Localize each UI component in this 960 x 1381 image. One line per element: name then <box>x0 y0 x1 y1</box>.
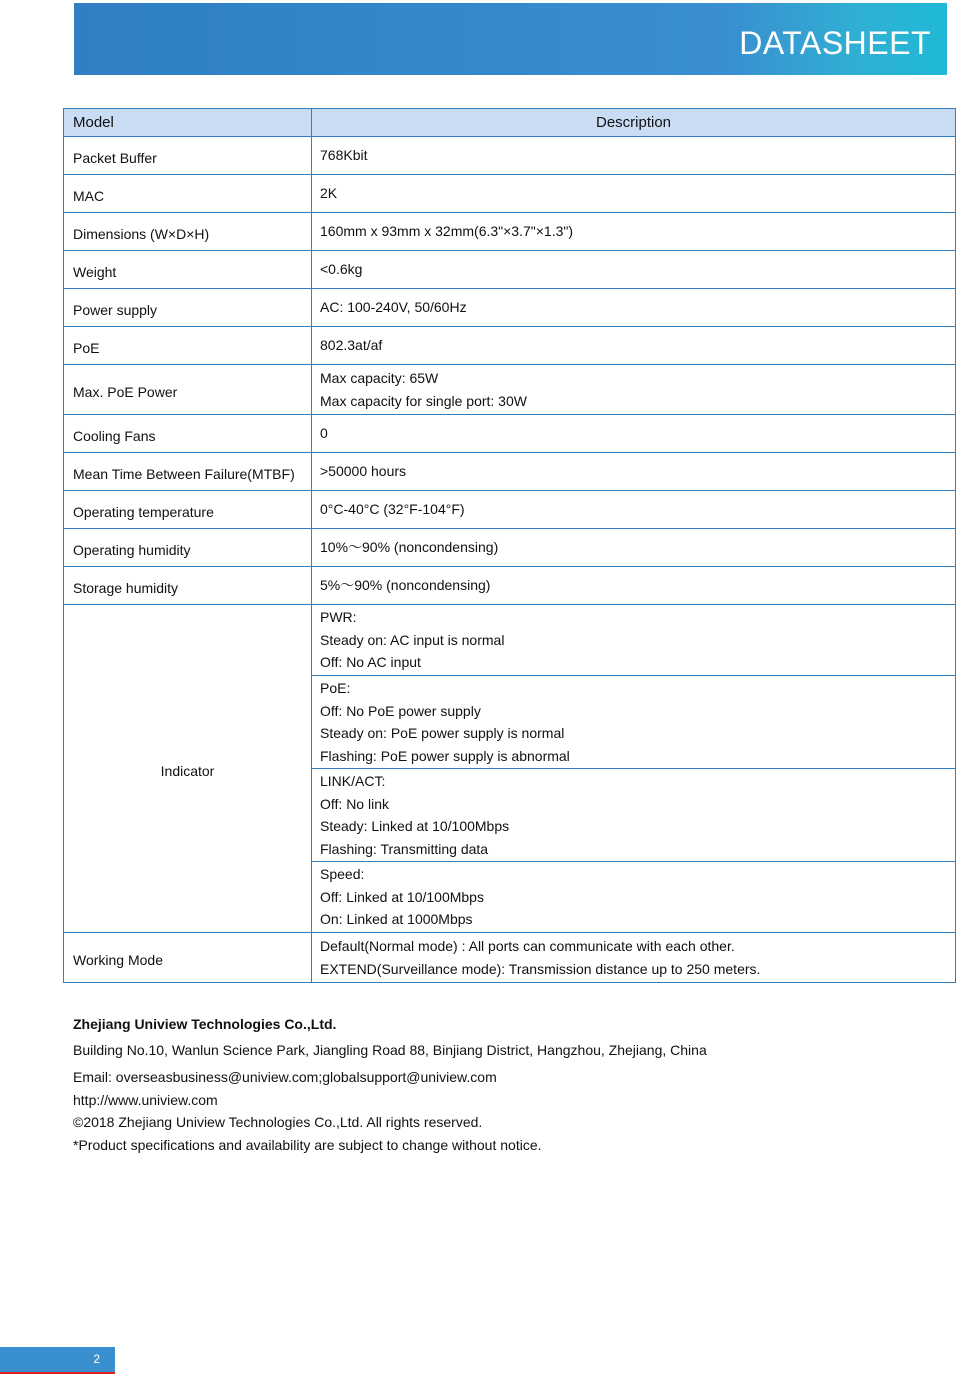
row-label: Operating humidity <box>64 529 312 567</box>
value-line: Flashing: Transmitting data <box>320 840 489 857</box>
value-line: 160mm x 93mm x 32mm(6.3"×3.7"×1.3") <box>320 223 574 240</box>
row-label: Packet Buffer <box>64 137 312 175</box>
row-value <box>312 137 956 175</box>
value-line: 0°C-40°C (32°F-104°F) <box>320 501 465 518</box>
spec-table <box>63 108 956 983</box>
value-line: 802.3at/af <box>320 337 383 354</box>
row-value <box>312 365 956 415</box>
value-line: Steady: Linked at 10/100Mbps <box>320 818 510 834</box>
indicator-group <box>312 769 956 862</box>
value-line: Off: No PoE power supply <box>320 702 481 719</box>
table-row <box>64 529 956 567</box>
value-line: Default(Normal mode) : All ports can communicate with each other. <box>320 938 735 954</box>
table-row <box>64 933 956 983</box>
row-value <box>312 289 956 327</box>
row-label: Cooling Fans <box>64 415 312 453</box>
row-label: Power supply <box>64 289 312 327</box>
contact-email: Email: overseasbusiness@uniview.com;globalsupport@uniview.com <box>73 1069 497 1085</box>
value-line: On: Linked at 1000Mbps <box>320 911 473 928</box>
value-line: Flashing: PoE power supply is abnormal <box>320 747 570 764</box>
value-line: AC: 100-240V, 50/60Hz <box>320 299 467 316</box>
disclaimer-notice: *Product specifications and availability are subject to change without notice. <box>73 1136 542 1153</box>
value-line: Off: No AC input <box>320 654 421 671</box>
row-label: PoE <box>64 327 312 365</box>
row-value <box>312 567 956 605</box>
page-number-marker <box>0 1347 115 1374</box>
value-line: Max capacity for single port: 30W <box>320 392 527 409</box>
table-row <box>64 365 956 415</box>
indicator-group <box>312 676 956 769</box>
table-row <box>64 327 956 365</box>
value-line: 2K <box>320 185 338 202</box>
row-label: Mean Time Between Failure(MTBF) <box>64 453 312 491</box>
column-header-model: Model <box>64 109 312 137</box>
row-label: Dimensions (W×D×H) <box>64 213 312 251</box>
table-row <box>64 175 956 213</box>
row-value <box>312 175 956 213</box>
row-value <box>312 529 956 567</box>
table-row <box>64 137 956 175</box>
website-url: http://www.uniview.com <box>73 1091 218 1108</box>
company-footer <box>73 1016 893 1156</box>
page-number: 2 <box>93 1352 100 1366</box>
row-value <box>312 415 956 453</box>
table-row <box>64 213 956 251</box>
value-line: PoE: <box>320 680 351 696</box>
table-row <box>64 453 956 491</box>
value-line: Max capacity: 65W <box>320 370 439 386</box>
row-value <box>312 491 956 529</box>
indicator-group <box>312 862 956 933</box>
value-line: Off: Linked at 10/100Mbps <box>320 888 484 905</box>
spec-table-body <box>64 137 956 983</box>
value-line: 768Kbit <box>320 147 368 164</box>
table-row <box>64 567 956 605</box>
indicator-group <box>312 605 956 676</box>
value-line: 10%～90% (noncondensing) <box>320 539 499 556</box>
row-label: Working Mode <box>64 933 312 983</box>
table-row <box>64 415 956 453</box>
row-value <box>312 213 956 251</box>
value-line: PWR: <box>320 609 357 626</box>
value-line: Speed: <box>320 866 365 883</box>
table-row <box>64 491 956 529</box>
table-header-row <box>64 109 956 137</box>
row-label: Operating temperature <box>64 491 312 529</box>
table-row <box>64 605 956 676</box>
row-label: Max. PoE Power <box>64 365 312 415</box>
row-label: Storage humidity <box>64 567 312 605</box>
column-header-description: Description <box>312 109 956 137</box>
row-value <box>312 453 956 491</box>
copyright-notice: ©2018 Zhejiang Uniview Technologies Co.,Ltd. All rights reserved. <box>73 1114 483 1130</box>
row-label: Weight <box>64 251 312 289</box>
value-line: >50000 hours <box>320 463 407 480</box>
table-row <box>64 251 956 289</box>
document-title: DATASHEET <box>739 25 931 61</box>
company-address: Building No.10, Wanlun Science Park, Jiangling Road 88, Binjiang District, Hangzhou, Zhejiang, China <box>73 1042 707 1058</box>
value-line: LINK/ACT: <box>320 773 386 789</box>
value-line: Steady on: AC input is normal <box>320 631 505 648</box>
value-line: EXTEND(Surveillance mode): Transmission distance up to 250 meters. <box>320 960 761 977</box>
row-label-indicator: Indicator <box>64 605 312 933</box>
row-value <box>312 327 956 365</box>
row-value <box>312 933 956 983</box>
row-label: MAC <box>64 175 312 213</box>
row-value <box>312 251 956 289</box>
value-line: 0 <box>320 425 328 442</box>
value-line: 5%～90% (noncondensing) <box>320 577 491 594</box>
header-banner <box>74 3 947 75</box>
value-line: Off: No link <box>320 795 389 812</box>
value-line: <0.6kg <box>320 261 363 278</box>
value-line: Steady on: PoE power supply is normal <box>320 725 565 741</box>
company-name: Zhejiang Uniview Technologies Co.,Ltd. <box>73 1016 337 1032</box>
table-row <box>64 289 956 327</box>
